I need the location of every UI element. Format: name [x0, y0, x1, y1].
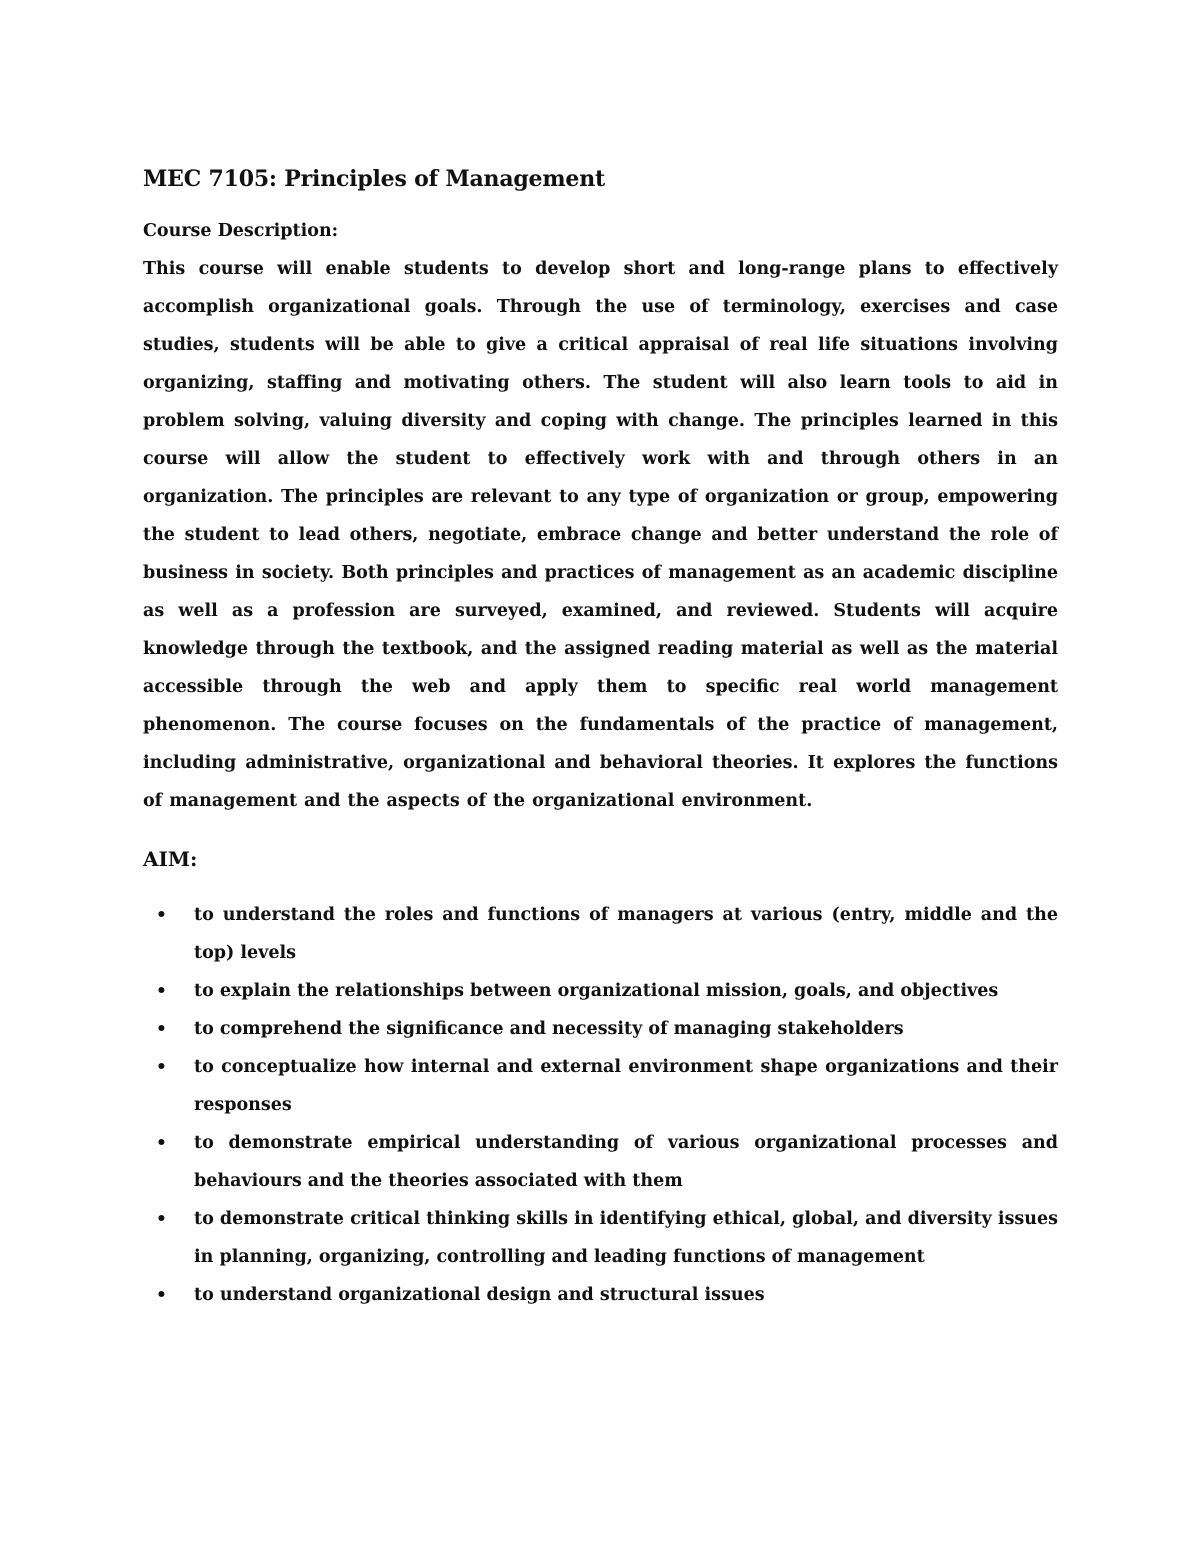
aim-item-text: to demonstrate critical thinking skills in identifying ethical, global, and diversity issues in planning, organizing, controlling and leading functions of management [194, 1209, 1058, 1267]
aim-list-item [143, 896, 1058, 972]
aim-list-item [143, 972, 1058, 1010]
aim-item-text: to conceptualize how internal and external environment shape organizations and their responses [194, 1057, 1058, 1115]
bullet-icon: • [156, 1285, 167, 1305]
course-description-paragraph: This course will enable students to develop short and long-range plans to effectively accomplish organizational goals. Through the use of terminology, exercises and case studies, students will be able to give a critical appraisal of real life situations involving organizing, staffing and motivating others. The student will also learn tools to aid in problem solving, valuing diversity and coping with change. The principles learned in this course will allow the student to effectively work with and through others in an organization. The principles are relevant to any type of organization or group, empowering the student to lead others, negotiate, embrace change and better understand the role of business in society. Both principles and practices of management as an academic discipline as well as a profession are surveyed, examined, and reviewed. Students will acquire knowledge through the textbook, and the assigned reading material as well as the material accessible through the web and apply them to specific real world management phenomenon. The course focuses on the fundamentals of the practice of management, including administrative, organizational and behavioral theories. It explores the functions of management and the aspects of the organizational environment. [143, 259, 1058, 811]
aim-list-item [143, 1010, 1058, 1048]
aim-item-text: to understand the roles and functions of managers at various (entry, middle and the top) levels [194, 905, 1058, 963]
document-body [143, 160, 1058, 1314]
bullet-icon: • [156, 1057, 167, 1077]
aim-list-item [143, 1048, 1058, 1124]
course-description-label: Course Description: [143, 221, 339, 241]
aim-list-item [143, 1124, 1058, 1200]
aim-list [143, 896, 1058, 1314]
aim-item-text: to demonstrate empirical understanding of various organizational processes and behaviours and the theories associated with them [194, 1133, 1058, 1191]
aim-item-text: to understand organizational design and structural issues [194, 1285, 765, 1305]
aim-item-text: to comprehend the significance and necessity of managing stakeholders [194, 1019, 904, 1039]
bullet-icon: • [156, 905, 167, 925]
aim-heading: AIM: [143, 847, 198, 871]
aim-list-item [143, 1276, 1058, 1314]
bullet-icon: • [156, 1019, 167, 1039]
page-title: MEC 7105: Principles of Management [143, 166, 605, 192]
bullet-icon: • [156, 1209, 167, 1229]
aim-list-item [143, 1200, 1058, 1276]
bullet-icon: • [156, 981, 167, 1001]
bullet-icon: • [156, 1133, 167, 1153]
aim-item-text: to explain the relationships between organizational mission, goals, and objectives [194, 981, 999, 1001]
